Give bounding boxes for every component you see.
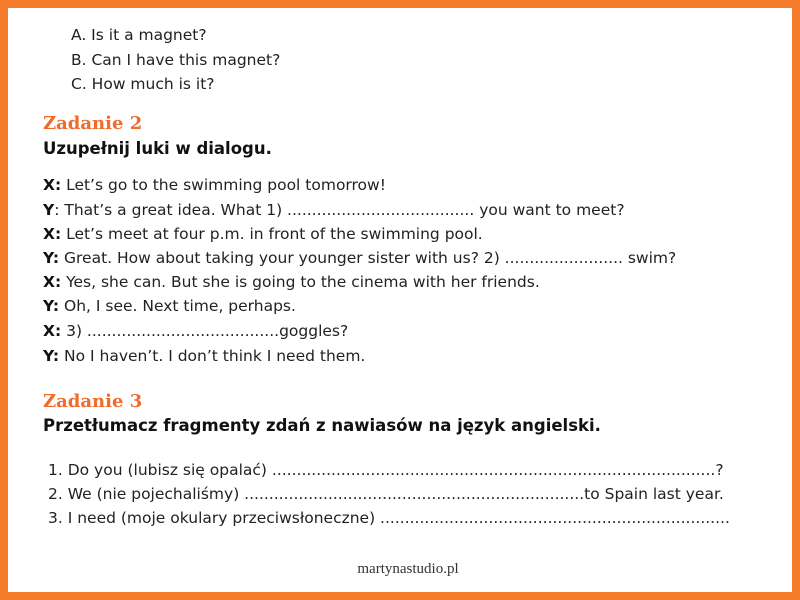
speaker-label: Y: xyxy=(43,297,60,315)
option-b: B. Can I have this magnet? xyxy=(71,51,281,69)
speaker-label: X: xyxy=(43,176,62,194)
task3-heading: Zadanie 3 xyxy=(43,391,143,412)
dialogue-text: No I haven’t. I don’t think I need them. xyxy=(59,347,366,365)
speaker-label: Y: xyxy=(43,347,60,365)
dialogue-line xyxy=(43,200,625,220)
translation-item: 2. We (nie pojechaliśmy) .....................................................................to Spain last year. xyxy=(48,485,724,503)
dialogue-text: Yes, she can. But she is going to the cinema with her friends. xyxy=(61,273,540,291)
speaker-label: Y xyxy=(43,201,55,219)
task3-instruction: Przetłumacz fragmenty zdań z nawiasów na język angielski. xyxy=(43,416,601,435)
dialogue-text: Let’s meet at four p.m. in front of the swimming pool. xyxy=(61,225,483,243)
footer-site: martynastudio.pl xyxy=(357,561,459,577)
task2-instruction: Uzupełnij luki w dialogu. xyxy=(43,139,272,158)
dialogue-text: Oh, I see. Next time, perhaps. xyxy=(59,297,296,315)
dialogue-text: 3) .......................................goggles? xyxy=(61,322,349,340)
option-c: C. How much is it? xyxy=(71,75,215,93)
translation-item: 3. I need (moje okulary przeciwsłoneczne) ....................................................................... xyxy=(48,509,730,527)
speaker-label: Y: xyxy=(43,249,60,267)
dialogue-line xyxy=(43,175,386,195)
dialogue-text: Let’s go to the swimming pool tomorrow! xyxy=(61,176,386,194)
option-a: A. Is it a magnet? xyxy=(71,26,207,44)
dialogue-line xyxy=(43,346,365,366)
dialogue-text: Great. How about taking your younger sister with us? 2) ........................ swim? xyxy=(59,249,677,267)
speaker-label: X: xyxy=(43,225,62,243)
dialogue-text: : That’s a great idea. What 1) ...................................... you want to meet? xyxy=(54,201,625,219)
speaker-label: X: xyxy=(43,322,62,340)
worksheet-content xyxy=(8,8,800,600)
dialogue-line xyxy=(43,224,483,244)
dialogue-line xyxy=(43,248,676,268)
task2-heading: Zadanie 2 xyxy=(43,113,143,134)
dialogue-line xyxy=(43,296,296,316)
speaker-label: X: xyxy=(43,273,62,291)
translation-item: 1. Do you (lubisz się opalać) ..........................................................................................? xyxy=(48,461,724,479)
dialogue-line xyxy=(43,321,348,341)
dialogue-line xyxy=(43,272,540,292)
